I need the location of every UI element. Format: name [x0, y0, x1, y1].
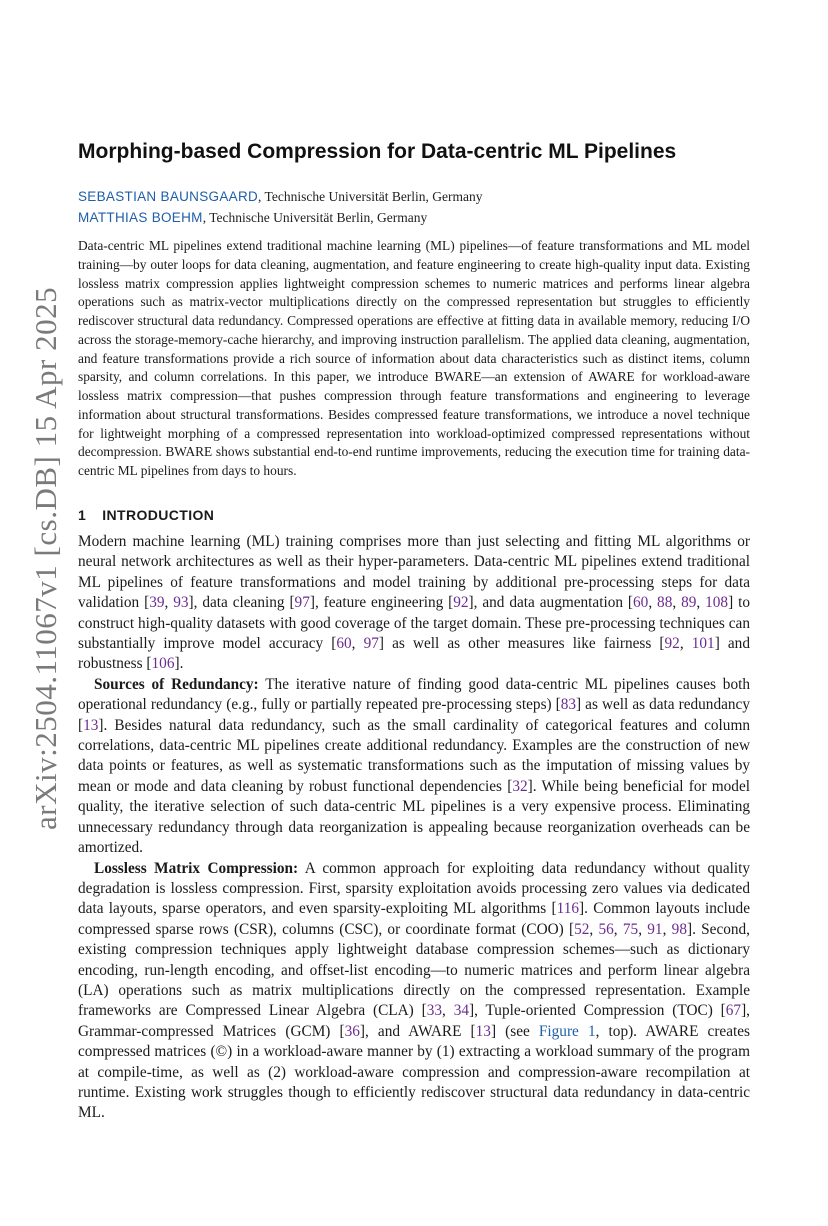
citation-link[interactable]: 83 — [560, 696, 577, 714]
body-text — [78, 532, 750, 1124]
paper-title: Morphing-based Compression for Data-centric ML Pipelines — [78, 140, 677, 163]
text-run: ], feature engineering [ — [309, 594, 454, 612]
citation-link[interactable]: 97 — [294, 594, 310, 612]
citation-link[interactable]: 98 — [671, 920, 687, 938]
author-list — [78, 186, 758, 228]
citation-link[interactable]: 13 — [475, 1022, 491, 1040]
author-affiliation: , Technische Universität Berlin, Germany — [258, 189, 483, 204]
citation-link[interactable]: 13 — [83, 716, 99, 734]
abstract — [78, 237, 750, 481]
text-run: ], Tuple-oriented Compression (TOC) [ — [469, 1002, 726, 1020]
citation-link[interactable]: 52 — [574, 920, 590, 938]
citation-link[interactable]: 93 — [173, 594, 189, 612]
abstract-text: Data-centric ML pipelines extend traditional machine learning (ML) pipelines—of feature transformations and ML model training—by outer loops for data cleaning, augmentation, and feature engineering to create high-quality input data. Existing lossless matrix compression applies lightweight compression schemes to numeric matrices and performs linear algebra operations such as matrix-vector multiplications directly on the compressed representation but struggles to efficiently rediscover structural data redundancy. Compressed operations are effective at fitting data in available memory, reducing I/O across the storage-memory-cache hierarchy, and improving instruction parallelism. The applied data cleaning, augmentation, and feature transformations provide a rich source of information about data characteristics such as distinct items, column sparsity, and column correlations. In this paper, we introduce BWARE—an extension of AWARE for workload-aware lossless matrix compression—that pushes compression through feature transformations and engineering to leverage information about structural transformations. Besides compressed feature transformations, we introduce a novel technique for lightweight morphing of a compressed representation into workload-optimized compressed representations without decompression. BWARE shows substantial end-to-end runtime improvements, reducing the execution time for training data-centric ML pipelines from days to hours. — [78, 238, 750, 478]
intro-paragraph-2 — [78, 675, 750, 859]
section-title: INTRODUCTION — [102, 507, 215, 523]
text-run: ] as well as data redundancy [ — [78, 696, 750, 734]
text-run: , — [648, 594, 658, 612]
citation-link[interactable]: 33 — [426, 1002, 443, 1020]
intro-paragraph-3 — [78, 859, 750, 1124]
citation-link[interactable]: 36 — [344, 1022, 360, 1040]
section-heading — [78, 507, 214, 523]
text-run: ], and data augmentation [ — [468, 594, 634, 612]
citation-link[interactable]: 60 — [336, 635, 352, 653]
citation-link[interactable]: 56 — [598, 920, 614, 938]
citation-link[interactable]: 92 — [664, 635, 680, 653]
text-run: , — [638, 920, 648, 938]
citation-link[interactable]: 116 — [556, 900, 580, 918]
text-run: Modern machine learning (ML) training comprises more than just selecting and fitting ML algorithms or neural network architectures as well as their hyper-parameters. Data-centric ML pipelines extend traditional ML pipelines of feature transformations and model training by additional pre-processing steps for data validation [ — [78, 533, 750, 612]
text-run: , — [589, 920, 599, 938]
citation-link[interactable]: 108 — [705, 594, 729, 612]
section-number: 1 — [78, 507, 87, 523]
text-run: ], data cleaning [ — [188, 594, 295, 612]
author-name: SEBASTIAN BAUNSGAARD — [78, 189, 259, 204]
author-entry — [78, 207, 758, 228]
text-run: ], and AWARE [ — [359, 1022, 476, 1040]
text-run: , — [442, 1002, 454, 1020]
author-entry — [78, 186, 758, 207]
text-run: , — [672, 594, 682, 612]
text-run: , — [164, 594, 174, 612]
text-run: ]. — [174, 655, 184, 673]
citation-link[interactable]: 67 — [725, 1002, 742, 1020]
text-run: , — [662, 920, 672, 938]
arxiv-identifier: arXiv:2504.11067v1 [cs.DB] 15 Apr 2025 — [28, 286, 63, 830]
figure-reference-link[interactable]: Figure 1 — [538, 1022, 596, 1040]
text-run: ]. While being beneficial for model quality, the iterative selection of such data-centric ML pipelines is a very expensive process. Eliminating unnecessary redundancy through data reorganization is appealing because reorganization overheads can be amortized. — [78, 777, 750, 857]
author-name: MATTHIAS BOEHM — [78, 210, 203, 225]
author-affiliation: , Technische Universität Berlin, Germany — [202, 210, 428, 225]
text-run: ] (see — [490, 1022, 539, 1040]
text-run: , — [351, 635, 364, 653]
citation-link[interactable]: 60 — [633, 594, 649, 612]
intro-paragraph-1 — [78, 532, 750, 675]
paragraph-heading: Sources of Redundancy: — [94, 675, 259, 693]
citation-link[interactable]: 91 — [647, 920, 663, 938]
citation-link[interactable]: 34 — [453, 1002, 469, 1020]
text-run: , — [696, 594, 706, 612]
citation-link[interactable]: 89 — [681, 594, 697, 612]
text-run: ]. Second, existing compression techniques apply lightweight database compression schemes—such as dictionary encoding, run-length encoding, and offset-list encoding—to numeric matrices and perform linear algebra (LA) operations such as matrix multiplications directly on the compressed representation. Example frameworks are Compressed Linear Algebra (CLA) [ — [78, 920, 751, 1020]
text-run: A common approach for exploiting data redundancy without quality degradation is lossless compression. First, sparsity exploitation avoids processing zero values via dedicated data layouts, sparse operators, and even sparsity-exploiting ML algorithms [ — [78, 859, 751, 918]
paragraph-heading: Lossless Matrix Compression: — [94, 859, 299, 877]
text-run: ], Grammar-compressed Matrices (GCM) [ — [78, 1002, 750, 1040]
citation-link[interactable]: 101 — [691, 635, 715, 653]
text-run: ]. Common layouts include compressed sparse rows (CSR), columns (CSC), or coordinate format (COO) [ — [78, 900, 750, 938]
text-run: The iterative nature of finding good data-centric ML pipelines causes both operational redundancy (e.g., fully or partially repeated pre-processing steps) [ — [78, 675, 750, 714]
citation-link[interactable]: 88 — [657, 594, 673, 612]
text-run: ] as well as other measures like fairness [ — [378, 635, 665, 653]
text-run: , top). AWARE creates compressed matrices (©) in a workload-aware manner by (1) extracting a workload summary of the program at compile-time, as well as (2) workload-aware compression and compression-aware recompilation at runtime. Existing work struggles though to efficiently rediscover structural data redundancy in data-centric ML. — [78, 1022, 751, 1122]
text-run: , — [613, 920, 623, 938]
citation-link[interactable]: 75 — [622, 920, 639, 938]
text-run: ] and robustness [ — [78, 635, 750, 673]
text-run: ]. Besides natural data redundancy, such as the small cardinality of categorical features and column correlations, data-centric ML pipelines create additional redundancy. Examples are the construction of new data points or features, as well as systematic transformations such as the imputation of missing values by mean or mode and data cleaning by robust functional dependencies [ — [78, 716, 750, 795]
citation-link[interactable]: 32 — [512, 777, 528, 795]
citation-link[interactable]: 39 — [149, 594, 165, 612]
text-run: , — [679, 635, 692, 653]
citation-link[interactable]: 97 — [363, 635, 379, 653]
citation-link[interactable]: 106 — [151, 655, 175, 673]
citation-link[interactable]: 92 — [453, 594, 469, 612]
text-run: ] to construct high-quality datasets with good coverage of the target domain. These pre-processing techniques can substantially improve model accuracy [ — [78, 594, 750, 653]
